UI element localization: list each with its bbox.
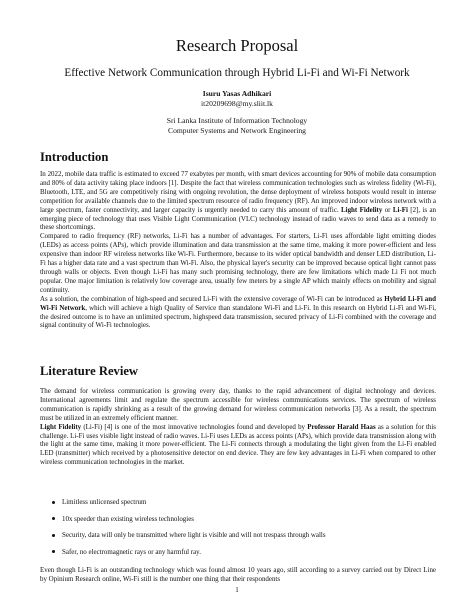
bullet-icon: [52, 534, 55, 537]
literature-paragraph-1: The demand for wireless communication is growing every day, thanks to the rapid advancement of digital technology and devices. International agreements limit and regulate the spectrum accessible for wireless communications services. The spectrum of wireless communication is rapidly shrinking as a result of the growing demand for wireless communication networks [3]. As a result, the spectrum must be utilized in an extremely efficient manner.: [40, 387, 436, 422]
literature-paragraph-3: Even though Li-Fi is an outstanding technology which was found almost 10 years ago, still according to a survey carried out by Direct Line by Opinium Research online, Wi-Fi still is the number one thing that their respondents: [40, 566, 436, 583]
literature-body: [40, 387, 436, 467]
literature-paragraph-2: [40, 423, 436, 468]
lit-p2-text-b: as a solution for this challenge. Li-Fi uses visible light instead of radio waves. Li-Fi uses LEDs as access points (APs), which provide data transmission along with the light at the same time, making it more power-efficient. The Li-Fi connects through a modulating the light given from the Li-Fi enabled LED (transmitter) which received by a photosensitive detector on end device. They are few key advantages in Li-Fi when compared to other wireless communication technologies in the market.: [40, 422, 437, 467]
introduction-paragraph-3: [40, 295, 436, 331]
intro-p1-text-c: [2], is an emerging piece of technology that uses Visible Light Communication (VLC) technology instead of radio waves to send data as a remedy to these shortcomings.: [40, 205, 437, 232]
list-item: [52, 531, 432, 540]
list-item: [52, 498, 432, 507]
intro-p3-text-a: As a solution, the combination of high-speed and secured Li-Fi with the extensive coverage of Wi-Fi can be introduced as: [40, 294, 385, 303]
list-item-text: 10x speeder than existing wireless technologies: [62, 514, 194, 523]
introduction-heading: Introduction: [40, 150, 109, 164]
introduction-paragraph-2: Compared to radio frequency (RF) networks, Li-Fi has a number of advantages. For starters, Li-Fi uses affordable light emitting diodes (LEDs) as access points (APs), which provide illumination and data transmission at the same time, making it more power-efficient and less expensive than indoor RF wireless networks like Wi-Fi. Furthermore, because to its wider optical bandwidth and denser LED distribution, Li-Fi has a higher data rate and a vast spectrum than Wi-Fi. Also, the physical layer's security can be improved because optical light cannot pass through walls or objects. Even though Li-Fi has many such promising technology, there are few limitations which made Li Fi not much popular. One major limitation is relatively low coverage area, usually few meters by a single AP which mainly effects on mobility and signal continuity.: [40, 232, 436, 294]
affiliation-institute: Sri Lanka Institute of Information Technology: [166, 116, 308, 125]
affiliation-department: Computer Systems and Network Engineering: [168, 126, 306, 135]
list-item: [52, 515, 432, 524]
affiliation-block: [0, 116, 474, 136]
list-item-text: Safer, no electromagnetic rays or any harmful ray.: [62, 547, 201, 556]
author-name: Isuru Yasas Adhikari: [202, 89, 272, 98]
intro-p1-bold-lifi: Li-Fi: [392, 205, 408, 214]
list-item-text: Limitless unlicensed spectrum: [62, 498, 147, 506]
introduction-paragraph-1: [40, 170, 436, 232]
literature-heading: Literature Review: [40, 364, 139, 378]
intro-p1-bold-light-fidelity: Light Fidelity: [341, 205, 383, 214]
list-item-text: Security, data will only be transmitted where light is visible and will not trespass through walls: [62, 531, 326, 539]
bullet-icon: [52, 517, 55, 520]
lit-p2-bold-harald-haas: Professor Harald Haas: [307, 422, 376, 431]
lit-p2-text-a: (Li-Fi) [4] is one of the most innovative technologies found and developed by: [81, 422, 308, 431]
paper-title: Research Proposal: [175, 36, 299, 55]
intro-p1-text-b: or: [382, 205, 393, 214]
intro-p1-text-a: In 2022, mobile data traffic is estimated to exceed 77 exabytes per month, with smart devices accounting for 90% of mobile data consumption and 80% of data activity taking place indoors [1]. Despite the fact that wireless communication technologies such as wireless fidelity (Wi-Fi), Bluetooth, LTE, and 5G are competitively rising with ongoing revolution, the dense deployment of wireless hotspots would result in intense competition for available channels due to the limited spectrum resource of radio frequency (RF). An improved indoor wireless network with a large spectrum, faster connectivity, and larger capacity is urgently needed to carry this amount of traffic.: [40, 170, 436, 214]
list-item: [52, 548, 432, 557]
intro-p3-bold-hybrid: Hybrid Li-Fi and Wi-Fi Network: [40, 294, 436, 312]
author-email: it20209698@my.sliit.lk: [201, 99, 273, 108]
advantages-list: [52, 498, 432, 564]
paper-subtitle: Effective Network Communication through Hybrid Li-Fi and Wi-Fi Network: [64, 67, 410, 79]
author-block: [0, 89, 474, 109]
bullet-icon: [52, 501, 55, 504]
bullet-icon: [52, 550, 55, 553]
page-number: 1: [235, 586, 239, 594]
introduction-body: [40, 170, 436, 330]
intro-p3-text-b: , which will achieve a high Quality of Service than standalone Wi-Fi and Li-Fi. In this research on Hybrid Li-Fi and Wi-Fi, the desired outcome is to have an unlimited spectrum, highspeed data transmission, secured privacy of Li-Fi combined with the coverage and signal continuity of Wi-Fi technologies.: [40, 303, 437, 330]
lit-p2-bold-light-fidelity: Light Fidelity: [40, 422, 82, 431]
